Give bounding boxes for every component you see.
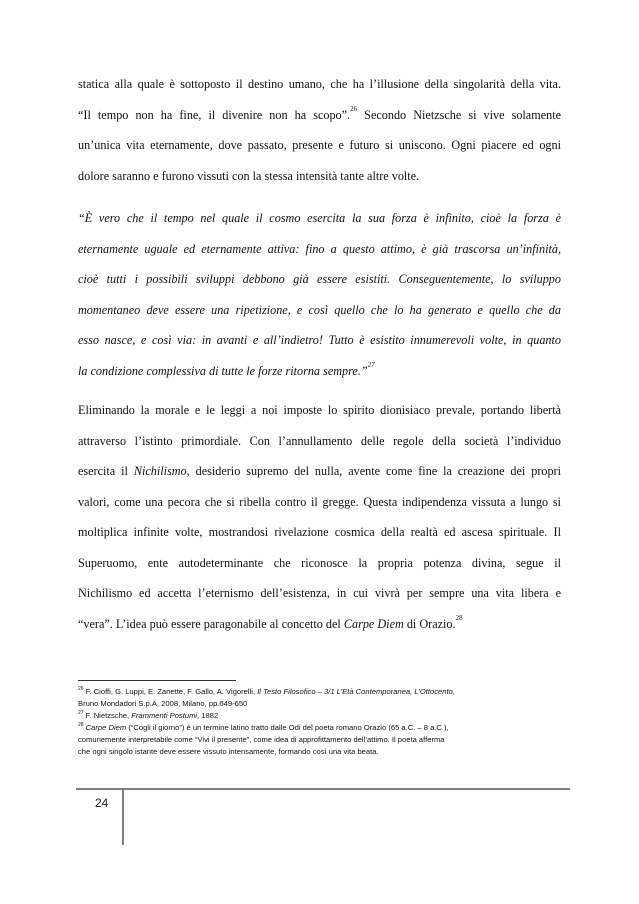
book-title: Frammenti Postumi [131, 711, 198, 720]
footnote-26-continued: Bruno Mondadori S.p.A, 2008, Milano, pp.649-650 [78, 699, 248, 708]
block-quote-nietzsche [78, 210, 561, 393]
footnote-separator [78, 680, 236, 681]
footer-divider [122, 788, 124, 845]
footnote-text: , [452, 687, 455, 696]
footnote-number: 27 [78, 710, 84, 716]
text-line [78, 613, 561, 647]
footnote-text: (“Cogli il giorno”) è un termine latino tratto dalle Odi del poeta romano Orazio (65 a.C. – 8 a.C.), [126, 723, 449, 732]
footnote-ref-27[interactable]: 27 [367, 360, 375, 369]
quote-line: esso nasce, e così via: in avanti e all’indietro! Tutto è esistito innumerevoli volte, in quanto [78, 333, 561, 347]
text-line: statica alla quale è sottoposto il destino umano, che ha l’illusione della singolarità della vita. [78, 77, 561, 91]
book-title: Il Testo Filosofico – 3/1 L’Età Contemporanea, L’Ottocento [257, 687, 453, 696]
text-line: moltiplica infinite volte, mostrandosi rivelazione cosmica della realtà ed ascesa spirituale. Il [78, 525, 561, 539]
paragraph-eternal-return [78, 76, 561, 198]
text-line [78, 104, 561, 138]
carpe-diem-term: Carpe Diem [85, 723, 127, 732]
text-line: Superuomo, ente autodeterminante che riconosce la propria potenza divina, segue il [78, 555, 561, 570]
footnote-28-continued: che ogni singolo istante deve essere vissuto intensamente, formando così una vita beata. [78, 747, 379, 756]
footnote-text: , 1882 [197, 711, 219, 720]
text-line [78, 463, 561, 494]
text-run: Secondo Nietzsche si vive solamente [357, 107, 561, 122]
quote-line: eternamente uguale ed eternamente attiva: fino a questo attimo, è già trascorsa un’infinità, [78, 241, 561, 256]
text-line: un’unica vita eternamente, dove passato, presente e futuro si uniscono. Ogni piacere ed ogni [78, 138, 561, 152]
text-run: la condizione complessiva di tutte le forze ritorna sempre.” [78, 363, 368, 378]
footnote-28 [78, 722, 564, 734]
nichilismo-term: Nichilismo [133, 464, 187, 478]
footnote-28-continued: comunemente interpretabile come “Vivi il presente”, come idea di approfittamento dell’attimo. Il poeta afferma [78, 735, 445, 744]
quote-line [78, 360, 561, 394]
text-line: attraverso l’istinto primordiale. Con l’annullamento delle regole della società l’individuo [78, 433, 561, 448]
text-run: “vera”. L’idea può essere paragonabile al concetto del [78, 616, 344, 631]
text-line: dolore saranno e furono vissuti con la stessa intensità tante altre volte. [78, 168, 420, 183]
footnote-26 [78, 686, 564, 698]
footnote-number: 26 [78, 686, 84, 692]
footnote-27 [78, 710, 564, 722]
footnotes [78, 686, 564, 758]
text-line: Eliminando la morale e le leggi a noi imposte lo spirito dionisiaco prevale, portando libertà [78, 403, 561, 417]
paragraph-nihilism [78, 402, 561, 646]
text-run: , desiderio supremo del nulla, avente come fine la creazione dei propri [186, 464, 562, 478]
footnote-text: F. Nietzsche, [83, 711, 132, 720]
quote-line: “È vero che il tempo nel quale il cosmo esercita la sua forza è infinito, cioè la forza è [78, 211, 561, 225]
text-line: valori, come una pecora che si ribella contro il gregge. Questa indipendenza vissuta a lungo si [78, 494, 561, 509]
footnote-ref-26[interactable]: 26 [350, 104, 358, 113]
quote-line: momentaneo deve essere una ripetizione, e così quello che lo ha generato e quello che da [78, 302, 561, 317]
footnote-ref-28[interactable]: 28 [455, 613, 463, 622]
quote-line: cioè tutti i possibili sviluppi debbono già essere esistiti. Conseguentemente, lo sviluppo [78, 272, 561, 286]
page-number: 24 [95, 796, 109, 810]
footer-rule [76, 788, 570, 790]
text-run: di Orazio. [403, 616, 456, 631]
text-line: Nichilismo ed accetta l’eternismo dell’esistenza, in cui vivrà per sempre una vita libera e [78, 586, 561, 600]
footnote-text: F. Cioffi, G. Luppi, E. Zanette, F. Gallo, A. Vigorelli, [83, 687, 258, 696]
nietzsche-quote-inline: “Il tempo non ha fine, il divenire non ha scopo”. [78, 107, 351, 122]
footnote-number: 28 [78, 722, 84, 728]
carpe-diem-term: Carpe Diem [343, 616, 404, 631]
text-run: esercita il [78, 464, 134, 478]
